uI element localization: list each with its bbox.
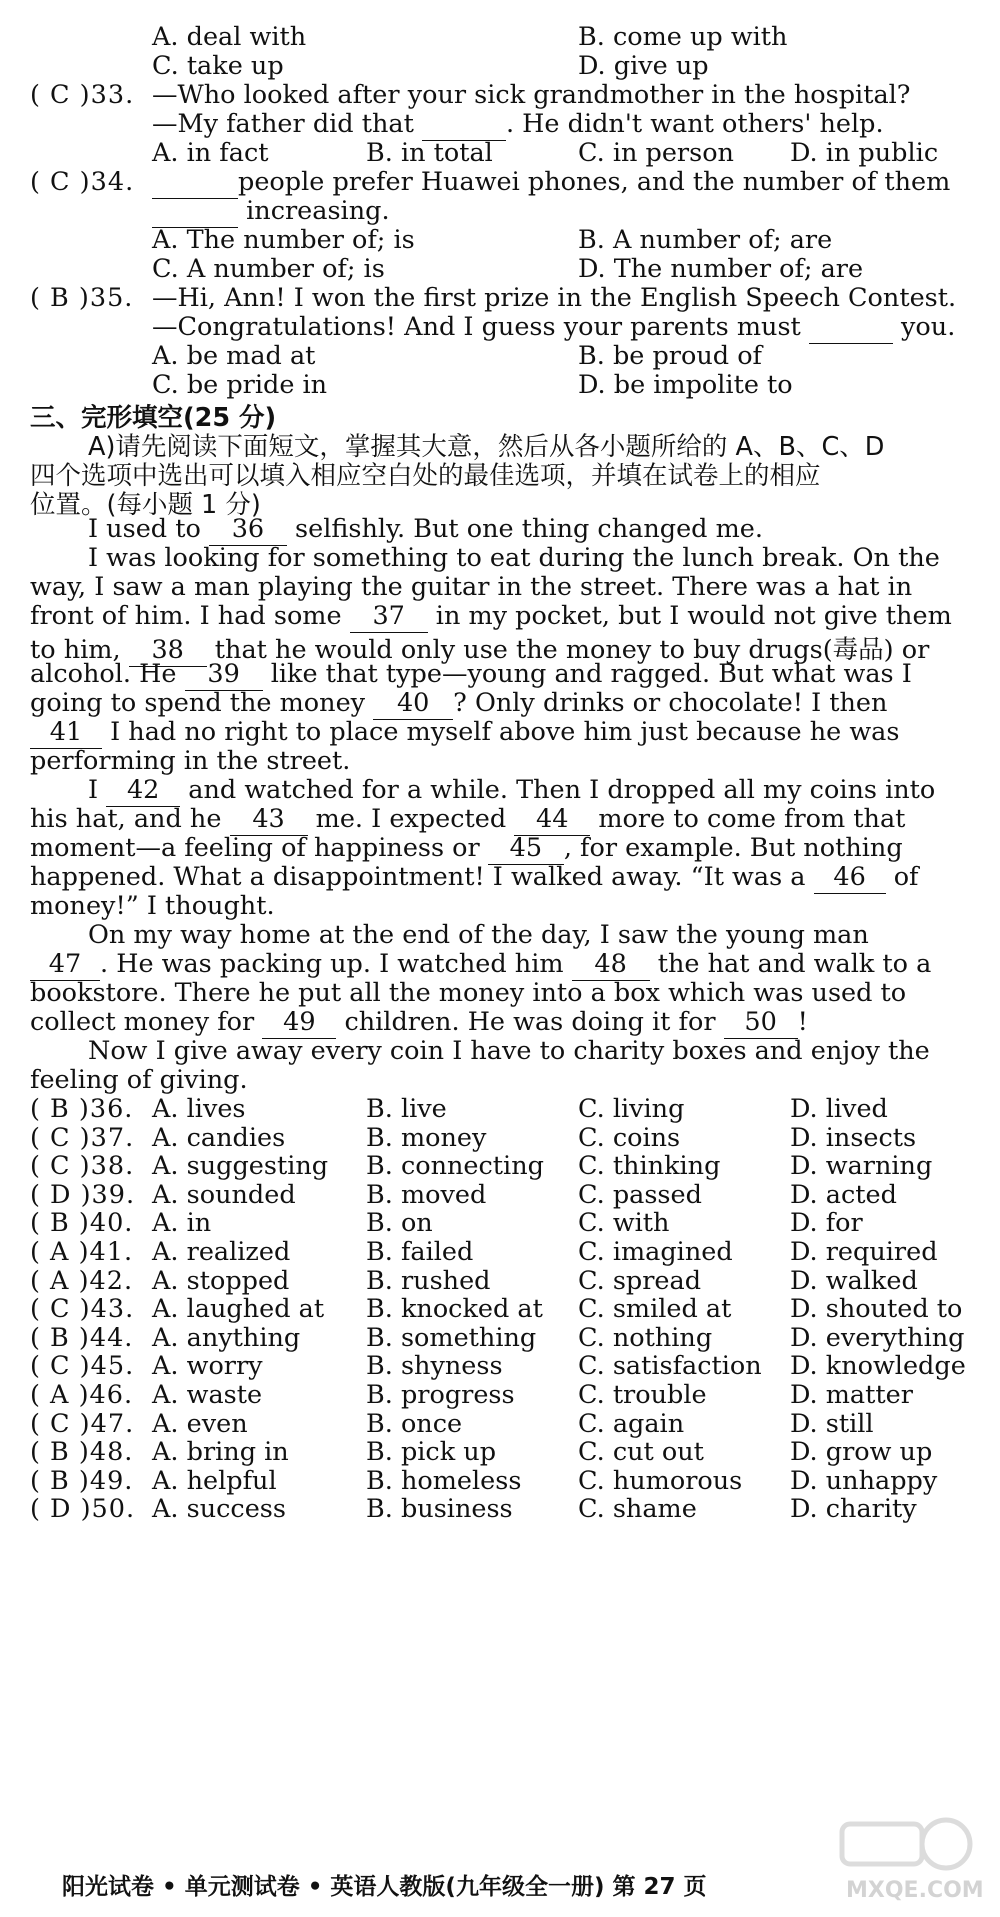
passage-text: of bbox=[893, 862, 919, 892]
item-option-d: D. lived bbox=[790, 1094, 888, 1124]
item-option-d: D. matter bbox=[790, 1380, 913, 1410]
passage-line-20: feeling of giving. bbox=[30, 1065, 248, 1095]
q34-line2 bbox=[152, 196, 390, 228]
q35-line2-end: you. bbox=[901, 312, 956, 342]
passage-line-1 bbox=[88, 514, 763, 546]
section-3-instruction-line3: 位置。(每小题 1 分) bbox=[30, 490, 261, 520]
item-option-a: A. helpful bbox=[152, 1465, 277, 1496]
blank-43: 43 bbox=[230, 807, 308, 836]
item-option-c: C. coins bbox=[578, 1122, 681, 1153]
watermark-text: MXQE.COM bbox=[846, 1878, 984, 1903]
item-option-a: A. in bbox=[152, 1208, 212, 1239]
item-option-b: B. on bbox=[366, 1208, 433, 1239]
q35-option-a: A. be mad at bbox=[152, 341, 316, 371]
q35-line2-start: —Congratulations! And I guess your parents must bbox=[152, 312, 801, 342]
item-answer: ( B )44. bbox=[30, 1322, 134, 1353]
q35-option-b: B. be proud of bbox=[578, 341, 762, 371]
passage-text: alcohol. He bbox=[30, 659, 177, 689]
passage-text: , for example. But nothing bbox=[563, 833, 903, 863]
section-3-instruction-line2: 四个选项中选出可以填入相应空白处的最佳选项，并填在试卷上的相应 bbox=[30, 461, 821, 491]
passage-text: selfishly. But one thing changed me. bbox=[295, 514, 763, 544]
q33-option-b: B. in total bbox=[366, 138, 493, 168]
item-answer: ( C )45. bbox=[30, 1351, 135, 1382]
item-option-c: C. satisfaction bbox=[578, 1351, 762, 1382]
blank-44: 44 bbox=[514, 807, 590, 836]
blank-37: 37 bbox=[350, 604, 428, 633]
passage-text: me. I expected bbox=[315, 804, 507, 834]
item-answer: ( C )38. bbox=[30, 1151, 135, 1182]
blank-46: 46 bbox=[814, 865, 886, 894]
passage-line-4 bbox=[30, 601, 952, 633]
item-option-a: A. bring in bbox=[152, 1437, 289, 1468]
blank-50: 50 bbox=[724, 1010, 798, 1039]
item-option-a: A. candies bbox=[152, 1122, 286, 1153]
blank-49: 49 bbox=[262, 1010, 336, 1039]
passage-line-17: bookstore. There he put all the money into a box which was used to bbox=[30, 978, 907, 1008]
item-option-c: C. spread bbox=[578, 1265, 702, 1296]
q34-option-b: B. A number of; are bbox=[578, 225, 833, 255]
passage-text: to him, bbox=[30, 635, 121, 665]
item-answer: ( A )46. bbox=[30, 1380, 134, 1410]
passage-text: that he would only use the money to buy drugs(毒品) or bbox=[214, 635, 930, 665]
passage-text: going to spend the money bbox=[30, 688, 366, 718]
passage-text: front of him. I had some bbox=[30, 601, 342, 631]
passage-text: his hat, and he bbox=[30, 804, 222, 834]
passage-text: happened. What a disappointment! I walked away. “It was a bbox=[30, 862, 806, 892]
item-answer: ( B )48. bbox=[30, 1437, 134, 1468]
item-answer: ( A )42. bbox=[30, 1265, 134, 1296]
item-answer: ( C )47. bbox=[30, 1408, 135, 1439]
q33-answer: ( C )33. bbox=[30, 80, 135, 110]
passage-line-12 bbox=[30, 833, 903, 865]
blank-38: 38 bbox=[129, 638, 207, 667]
q33-line1: —Who looked after your sick grandmother in the hospital? bbox=[152, 80, 911, 110]
section-3-heading: 三、完形填空(25 分) bbox=[30, 403, 277, 433]
item-option-b: B. knocked at bbox=[366, 1294, 543, 1325]
footer-text: 阳光试卷 • 单元测试卷 • 英语人教版(九年级全一册) 第 27 页 bbox=[62, 1874, 707, 1900]
item-answer: ( C )37. bbox=[30, 1122, 135, 1153]
passage-text: I used to bbox=[88, 514, 201, 544]
item-option-a: A. worry bbox=[152, 1351, 263, 1382]
item-option-b: B. moved bbox=[366, 1179, 487, 1210]
item-option-c: C. with bbox=[578, 1208, 670, 1239]
item-option-b: B. once bbox=[366, 1408, 463, 1439]
item-option-c: C. smiled at bbox=[578, 1294, 732, 1325]
blank-36: 36 bbox=[209, 517, 287, 546]
item-option-c: C. thinking bbox=[578, 1151, 721, 1182]
blank-41: 41 bbox=[30, 720, 102, 749]
item-option-a: A. laughed at bbox=[152, 1294, 325, 1325]
q34-option-d: D. The number of; are bbox=[578, 254, 864, 284]
item-option-b: B. live bbox=[366, 1094, 447, 1124]
item-option-c: C. nothing bbox=[578, 1322, 713, 1353]
q34-line1-text: people prefer Huawei phones, and the number of them bbox=[238, 167, 951, 197]
item-option-c: C. trouble bbox=[578, 1380, 707, 1410]
q35-option-c: C. be pride in bbox=[152, 370, 328, 400]
item-answer: ( A )41. bbox=[30, 1237, 134, 1267]
item-option-a: A. suggesting bbox=[152, 1151, 329, 1182]
item-option-a: A. lives bbox=[152, 1094, 246, 1124]
item-option-d: D. knowledge bbox=[790, 1351, 966, 1382]
q34-option-a: A. The number of; is bbox=[152, 225, 415, 255]
item-option-c: C. humorous bbox=[578, 1465, 743, 1496]
passage-text: I had no right to place myself above him just because he was bbox=[110, 717, 900, 747]
item-option-d: D. everything bbox=[790, 1322, 965, 1353]
passage-text: and watched for a while. Then I dropped all my coins into bbox=[188, 775, 936, 805]
passage-line-15: On my way home at the end of the day, I saw the young man bbox=[88, 920, 869, 950]
item-option-d: D. grow up bbox=[790, 1437, 933, 1468]
passage-text: ? Only drinks or chocolate! I then bbox=[453, 688, 888, 718]
q33-blank bbox=[422, 112, 506, 141]
item-option-b: B. rushed bbox=[366, 1265, 491, 1296]
passage-text: like that type—young and ragged. But what was I bbox=[270, 659, 912, 689]
passage-line-6 bbox=[30, 659, 912, 691]
item-option-d: D. acted bbox=[790, 1179, 897, 1210]
q34-line2-text: increasing. bbox=[246, 196, 390, 226]
item-option-a: A. stopped bbox=[152, 1265, 290, 1296]
passage-line-13 bbox=[30, 862, 919, 894]
q34-option-c: C. A number of; is bbox=[152, 254, 385, 284]
item-option-c: C. imagined bbox=[578, 1237, 733, 1267]
item-option-b: B. pick up bbox=[366, 1437, 497, 1468]
item-option-d: D. charity bbox=[790, 1494, 917, 1525]
q32-option-d: D. give up bbox=[578, 51, 709, 81]
passage-line-2: I was looking for something to eat during the lunch break. On the bbox=[88, 543, 940, 573]
q35-line2 bbox=[152, 312, 955, 344]
passage-line-11 bbox=[30, 804, 905, 836]
item-option-c: C. shame bbox=[578, 1494, 697, 1525]
item-answer: ( D )39. bbox=[30, 1179, 136, 1210]
item-option-d: D. still bbox=[790, 1408, 874, 1439]
item-option-c: C. again bbox=[578, 1408, 685, 1439]
item-option-b: B. failed bbox=[366, 1237, 474, 1267]
passage-text: children. He was doing it for bbox=[344, 1007, 716, 1037]
item-option-d: D. unhappy bbox=[790, 1465, 938, 1496]
item-option-c: C. living bbox=[578, 1094, 685, 1124]
watermark-logo bbox=[828, 1810, 984, 1906]
blank-42: 42 bbox=[106, 778, 180, 807]
q34-blank-2 bbox=[152, 199, 238, 228]
item-option-b: B. connecting bbox=[366, 1151, 544, 1182]
item-option-b: B. homeless bbox=[366, 1465, 522, 1496]
item-option-b: B. shyness bbox=[366, 1351, 503, 1382]
item-option-d: D. walked bbox=[790, 1265, 918, 1296]
passage-text: in my pocket, but I would not give them bbox=[435, 601, 952, 631]
q33-line2-start: —My father did that bbox=[152, 109, 414, 139]
q32-option-b: B. come up with bbox=[578, 22, 788, 52]
item-option-b: B. money bbox=[366, 1122, 487, 1153]
item-option-d: D. shouted to bbox=[790, 1294, 963, 1325]
passage-line-19: Now I give away every coin I have to charity boxes and enjoy the bbox=[88, 1036, 930, 1066]
blank-40: 40 bbox=[373, 691, 453, 720]
item-option-b: B. business bbox=[366, 1494, 513, 1525]
passage-line-10 bbox=[88, 775, 935, 807]
item-answer: ( C )43. bbox=[30, 1294, 135, 1325]
item-option-a: A. sounded bbox=[152, 1179, 296, 1210]
blank-47: 47 bbox=[30, 952, 100, 981]
passage-line-7 bbox=[30, 688, 887, 720]
item-option-d: D. insects bbox=[790, 1122, 917, 1153]
item-option-b: B. progress bbox=[366, 1380, 515, 1410]
q35-blank bbox=[809, 315, 893, 344]
q33-line2-end: . He didn't want others' help. bbox=[505, 109, 884, 139]
q33-line2 bbox=[152, 109, 884, 141]
item-option-d: D. required bbox=[790, 1237, 938, 1267]
q34-blank-1 bbox=[152, 170, 238, 199]
passage-line-14: money!” I thought. bbox=[30, 891, 275, 921]
q33-option-d: D. in public bbox=[790, 138, 939, 168]
blank-45: 45 bbox=[488, 836, 564, 865]
passage-text: more to come from that bbox=[598, 804, 906, 834]
q35-answer: ( B )35. bbox=[30, 283, 134, 313]
passage-line-18 bbox=[30, 1007, 808, 1039]
item-option-d: D. warning bbox=[790, 1151, 933, 1182]
passage-text: moment—a feeling of happiness or bbox=[30, 833, 480, 863]
q32-option-c: C. take up bbox=[152, 51, 284, 81]
q33-option-a: A. in fact bbox=[152, 138, 269, 168]
item-option-a: A. waste bbox=[152, 1380, 263, 1410]
item-answer: ( B )49. bbox=[30, 1465, 134, 1496]
passage-text: collect money for bbox=[30, 1007, 255, 1037]
section-3-instruction-line1: A)请先阅读下面短文，掌握其大意，然后从各小题所给的 A、B、C、D bbox=[88, 432, 885, 462]
item-answer: ( D )50. bbox=[30, 1494, 136, 1525]
item-answer: ( B )40. bbox=[30, 1208, 134, 1239]
passage-line-9: performing in the street. bbox=[30, 746, 351, 776]
q32-option-a: A. deal with bbox=[152, 22, 307, 52]
item-option-b: B. something bbox=[366, 1322, 537, 1353]
q34-answer: ( C )34. bbox=[30, 167, 135, 197]
item-option-c: C. passed bbox=[578, 1179, 702, 1210]
item-option-a: A. even bbox=[152, 1408, 248, 1439]
item-option-a: A. success bbox=[152, 1494, 286, 1525]
item-option-c: C. cut out bbox=[578, 1437, 704, 1468]
blank-39: 39 bbox=[185, 662, 263, 691]
passage-line-3: way, I saw a man playing the guitar in the street. There was a hat in bbox=[30, 572, 913, 602]
passage-text: ! bbox=[797, 1007, 808, 1037]
passage-text: the hat and walk to a bbox=[657, 949, 932, 979]
passage-text: I bbox=[88, 775, 99, 805]
blank-48: 48 bbox=[572, 952, 650, 981]
q35-option-d: D. be impolite to bbox=[578, 370, 793, 400]
item-option-d: D. for bbox=[790, 1208, 863, 1239]
item-option-a: A. anything bbox=[152, 1322, 301, 1353]
passage-line-8 bbox=[30, 717, 899, 749]
q33-option-c: C. in person bbox=[578, 138, 734, 168]
passage-text: . He was packing up. I watched him bbox=[100, 949, 564, 979]
item-answer: ( B )36. bbox=[30, 1094, 134, 1124]
passage-line-16 bbox=[30, 949, 931, 981]
q35-line1: —Hi, Ann! I won the first prize in the English Speech Contest. bbox=[152, 283, 957, 313]
item-option-a: A. realized bbox=[152, 1237, 291, 1267]
q34-line1 bbox=[152, 167, 950, 199]
